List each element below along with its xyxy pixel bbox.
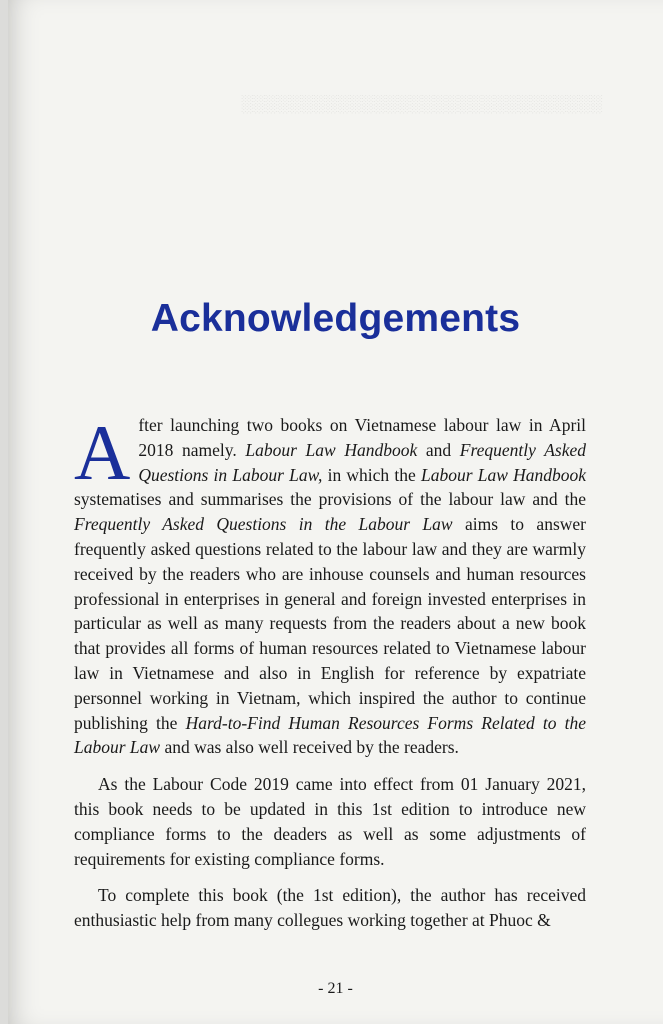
drop-cap: A: [74, 409, 131, 496]
book-title: Frequently Asked Questions in Labour Law,: [138, 439, 586, 485]
page-title: Acknowledgements: [150, 297, 521, 340]
show-through-texture: ░░░░░░░░░░░░░░░░░░░░░░░░░░░░░░: [241, 94, 603, 113]
book-title: Labour Law Handbook: [420, 464, 587, 485]
paragraph-3: To complete this book (the 1st edition), the author has received enthusiastic help from many collegues working together at Phuoc &: [74, 885, 586, 931]
acknowledgements-body: [74, 409, 587, 945]
book-title: Frequently Asked Questions in the Labour Law: [74, 514, 453, 535]
book-title: Labour Law Handbook: [245, 439, 418, 460]
paragraph-1: After launching two books on Vietnamese labour law in April 2018 namely. Labour Law Handbook and Frequently Asked Questions in Labour Law, in which the Labour Law Handbook systematises and summarises the provisions of the labour law and the Frequently Asked Questions in the Labour Law aims to answer frequently asked questions related to the labour law and they are warmly received by the readers who are inhouse counsels and human resources professional in enterprises in general and foreign invested enterprises in particular as well as many requests from the readers about a new book that provides all forms of human resources related to Vietnamese labour law in Vietnamese and also in English for reference by expatriate personnel working in Vietnam, which inspired the author to continue publishing the Hard-to-Find Human Resources Forms Related to the Labour Law and was also well received by the readers.: [74, 409, 587, 758]
paragraph-2: As the Labour Code 2019 came into effect from 01 January 2021, this book needs to be updated in this 1st edition to introduce new compliance forms to the deaders as well as some adjustments of requirements for existing compliance forms.: [74, 774, 586, 869]
book-page: [8, 0, 663, 1024]
page-number: - 21 -: [318, 980, 353, 997]
book-title: Hard-to-Find Human Resources Forms Related to the Labour Law: [74, 712, 587, 758]
